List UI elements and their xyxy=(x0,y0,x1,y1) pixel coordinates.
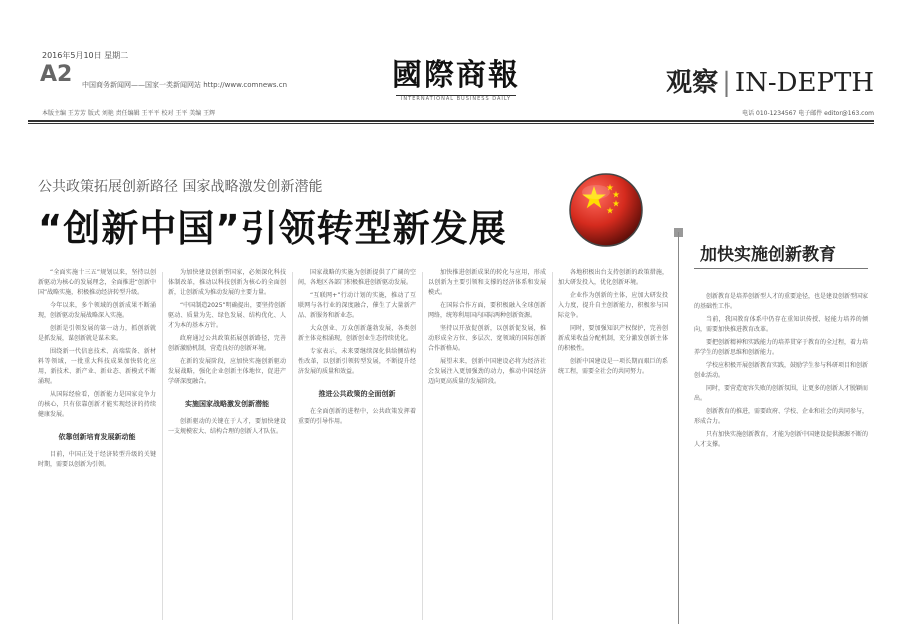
section-title-cn: 观察 xyxy=(666,68,719,98)
paragraph: 要把创新精神和实践能力的培养贯穿于教育的全过程，着力培养学生的创新思维和创新能力。 xyxy=(694,339,868,356)
column-divider xyxy=(162,272,163,620)
paragraph: “中国制造2025”明确提出，要坚持创新驱动、质量为先、绿色发展、结构优化、人才为本的基本方针。 xyxy=(168,302,286,329)
paragraph: 在全面创新的进程中，公共政策发挥着重要的引导作用。 xyxy=(298,408,416,425)
paragraph: 为加快建设创新型国家，必须深化科技体制改革，推动以科技创新为核心的全面创新，让创新成为推动发展的主要力量。 xyxy=(168,269,286,296)
column-divider xyxy=(422,272,423,620)
paragraph: 坚持以开放促创新，以创新促发展，推动形成全方位、多层次、宽领域的国际创新合作新格局。 xyxy=(428,325,546,352)
masthead-subtitle: INTERNATIONAL BUSINESS DAILY xyxy=(400,96,512,102)
page-number: A2 xyxy=(40,62,73,87)
paragraph: 创新驱动的关键在于人才，要加快建设一支规模宏大、结构合理的创新人才队伍。 xyxy=(168,418,286,435)
paragraph: 创新教育的推进，需要政府、学校、企业和社会的共同参与，形成合力。 xyxy=(694,408,868,425)
paragraph: 创新教育是培养创新型人才的重要途径，也是建设创新型国家的基础性工作。 xyxy=(694,293,868,310)
paragraph: 只有加快实施创新教育，才能为创新中国建设提供源源不断的人才支撑。 xyxy=(694,431,868,448)
paragraph: 围绕新一代信息技术、高端装备、新材料等领域，一批重大科技成果加快转化应用，新技术、新产业、新业态、新模式不断涌现。 xyxy=(38,348,156,385)
masthead xyxy=(382,58,530,102)
paragraph: 目前，中国正处于经济转型升级的关键时期，需要以创新为引领。 xyxy=(38,451,156,468)
paragraph: 加快推进创新成果的转化与应用，形成以创新为主要引领和支撑的经济体系和发展模式。 xyxy=(428,269,546,296)
paragraph: 同时，要加强知识产权保护，完善创新成果收益分配机制，充分激发创新主体的积极性。 xyxy=(558,325,668,352)
editor-row xyxy=(42,108,874,117)
paragraph: 从国际经验看，创新能力是国家竞争力的核心，只有依靠创新才能实现经济的持续健康发展。 xyxy=(38,391,156,418)
article-column-5 xyxy=(558,268,668,624)
paragraph: 政府通过公共政策拓展创新路径，完善创新激励机制，营造良好的创新环境。 xyxy=(168,335,286,352)
article-column-2 xyxy=(168,268,286,624)
contact-info: 电话 010-1234567 电子邮件 editor@163.com xyxy=(742,110,874,117)
paragraph: 当前，我国教育体系中仍存在重知识传授、轻能力培养的倾向，需要加快推进教育改革。 xyxy=(694,316,868,333)
paragraph: 学校应积极开展创新教育实践，鼓励学生参与科研项目和创新创业活动。 xyxy=(694,362,868,379)
sidebar-title-rule xyxy=(694,268,868,269)
paragraph: 国家战略的实施为创新提供了广阔的空间，各地区各部门积极推进创新驱动发展。 xyxy=(298,269,416,286)
paragraph: 大众创业、万众创新蓬勃发展，各类创新主体竞相涌现，创新创业生态持续优化。 xyxy=(298,325,416,342)
section-title-separator: | xyxy=(722,68,731,98)
paragraph: “互联网+”行动计划的实施，推动了互联网与各行业的深度融合，催生了大量新产品、新服务和新业态。 xyxy=(298,292,416,319)
header-rule-thin xyxy=(28,123,874,124)
column-divider xyxy=(292,272,293,620)
newspaper-page xyxy=(28,22,874,624)
paragraph: “全面实施十三五”规划以来，坚持以创新驱动为核心的发展理念，全面推进“创新中国”战略实施，积极推动经济转型升级。 xyxy=(38,269,156,296)
section-title-en: IN-DEPTH xyxy=(734,68,874,98)
paragraph: 创新是引领发展的第一动力，抓创新就是抓发展，谋创新就是谋未来。 xyxy=(38,325,156,342)
article-kicker: 公共政策拓展创新路径 国家战略激发创新潜能 xyxy=(38,179,323,195)
column-divider xyxy=(552,272,553,620)
site-line: 中国商务新闻网——国家一类新闻网站 http://www.comnews.cn xyxy=(82,81,288,89)
paragraph: 创新中国建设是一项长期而艰巨的系统工程，需要全社会的共同努力。 xyxy=(558,358,668,375)
paragraph: 同时，要营造宽容失败的创新氛围，让更多的创新人才脱颖而出。 xyxy=(694,385,868,402)
subheading: 依靠创新培育发展新动能 xyxy=(58,433,136,441)
paragraph: 企业作为创新的主体，应加大研发投入力度，提升自主创新能力，积极参与国际竞争。 xyxy=(558,292,668,319)
article-headline: “创新中国”引领转型新发展 xyxy=(38,207,507,250)
subheading: 推进公共政策的全面创新 xyxy=(318,390,396,398)
paragraph: 在国际合作方面，要积极融入全球创新网络，统筹利用国内国际两种创新资源。 xyxy=(428,302,546,319)
paragraph: 在新的发展阶段，应加快实施创新驱动发展战略，强化企业创新主体地位，促进产学研深度融合。 xyxy=(168,358,286,385)
china-flag-ball-icon xyxy=(568,172,644,248)
article-column-3 xyxy=(298,268,416,624)
paragraph: 今年以来，多个领域的创新成果不断涌现，创新驱动发展战略深入实施。 xyxy=(38,302,156,319)
article-column-1 xyxy=(38,268,156,624)
editor-info: 本版主编 王芳芳 版式 刘艳 责任编辑 王平平 校对 王平 美编 王辉 xyxy=(42,110,216,117)
paragraph: 专家表示，未来要继续深化供给侧结构性改革，以创新引领转型发展，不断提升经济发展的质量和效益。 xyxy=(298,348,416,375)
issue-date: 2016年5月10日 星期二 xyxy=(42,51,129,60)
article-column-4 xyxy=(428,268,546,624)
paragraph: 各地积极出台支持创新的政策措施，加大研发投入，优化创新环境。 xyxy=(558,269,668,286)
masthead-title: 國際商報 xyxy=(392,58,520,93)
sidebar-title: 加快实施创新教育 xyxy=(700,245,836,265)
section-title xyxy=(666,62,874,99)
paragraph: 展望未来，创新中国建设必将为经济社会发展注入更加强劲的动力，推动中国经济迈向更高质量的发展阶段。 xyxy=(428,358,546,385)
sidebar-divider xyxy=(678,232,679,624)
sidebar-column xyxy=(694,292,868,624)
header-rule xyxy=(28,120,874,122)
subheading: 实施国家战略激发创新潜能 xyxy=(185,400,269,408)
